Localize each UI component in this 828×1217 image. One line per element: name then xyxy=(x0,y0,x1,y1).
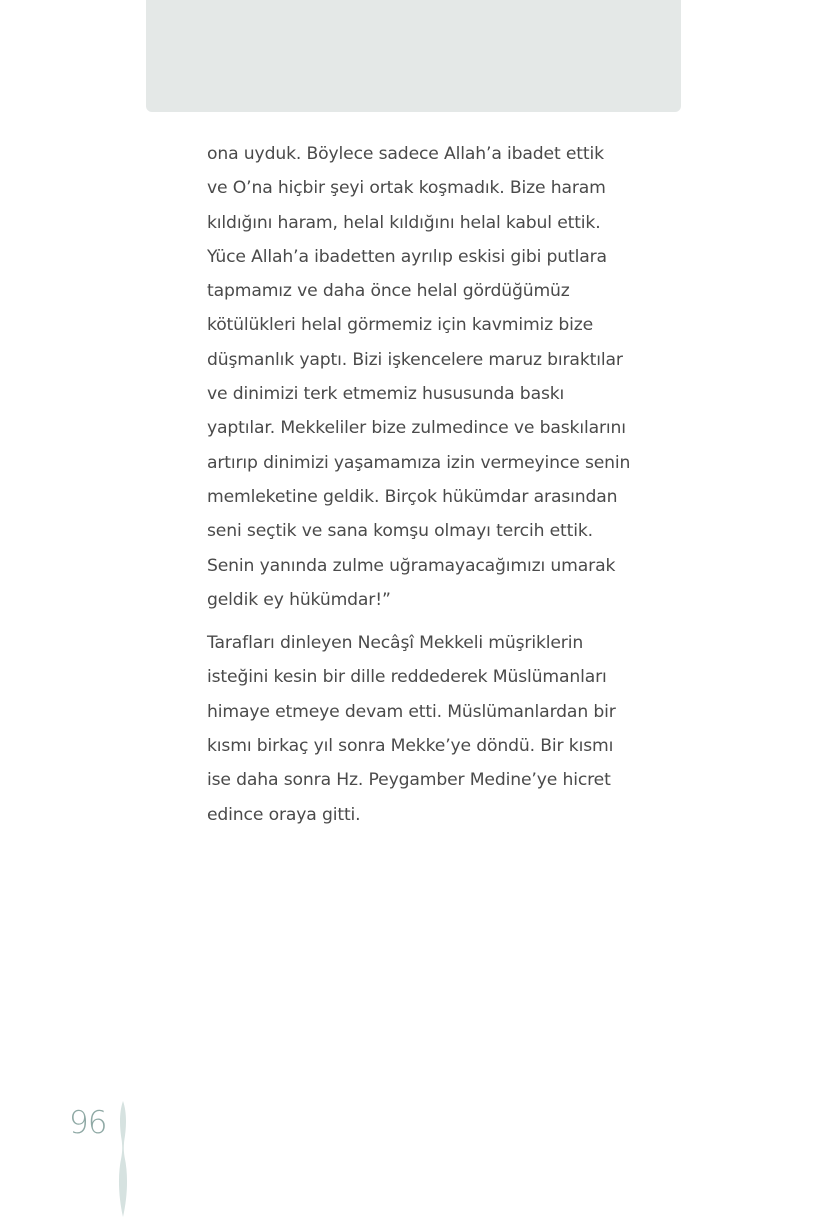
text-line: kıldığını haram, helal kıldığını helal kabul ettik. xyxy=(207,212,601,233)
text-line: geldik ey hükümdar!” xyxy=(207,589,391,610)
text-line: ve dinimizi terk etmemiz hususunda baskı xyxy=(207,384,565,405)
text-line: Yüce Allah’a ibadetten ayrılıp eskisi gibi putlara xyxy=(207,246,607,267)
paragraph-1 xyxy=(207,137,647,617)
body-text xyxy=(207,137,647,832)
text-line: ve O’na hiçbir şeyi ortak koşmadık. Bize haram xyxy=(207,178,606,199)
text-line: ona uyduk. Böylece sadece Allah’a ibadet ettik xyxy=(207,144,604,164)
leaf-divider-icon xyxy=(116,1101,130,1217)
text-line: himaye etmeye devam etti. Müslümanlardan bir xyxy=(207,701,616,722)
text-line: Tarafları dinleyen Necâşî Mekkeli müşriklerin xyxy=(207,633,584,654)
text-line: edince oraya gitti. xyxy=(207,804,361,825)
text-line: artırıp dinimizi yaşamamıza izin vermeyince senin xyxy=(207,452,631,473)
text-line: kısmı birkaç yıl sonra Mekke’ye döndü. Bir kısmı xyxy=(207,736,614,757)
text-line: ise daha sonra Hz. Peygamber Medine’ye hicret xyxy=(207,770,611,791)
text-line: yaptılar. Mekkeliler bize zulmedince ve baskılarını xyxy=(207,418,626,439)
text-line: isteğini kesin bir dille reddederek Müslümanları xyxy=(207,667,607,688)
page-number: 96 xyxy=(69,1105,107,1141)
text-line: Senin yanında zulme uğramayacağımızı umarak xyxy=(207,555,616,576)
text-line: kötülükleri helal görmemiz için kavmimiz bize xyxy=(207,315,594,336)
paragraph-2 xyxy=(207,626,647,832)
text-line: memleketine geldik. Birçok hükümdar arasından xyxy=(207,486,618,507)
text-line: tapmamız ve daha önce helal gördüğümüz xyxy=(207,281,570,302)
header-banner xyxy=(146,0,681,112)
text-line: seni seçtik ve sana komşu olmayı tercih ettik. xyxy=(207,521,593,542)
text-line: düşmanlık yaptı. Bizi işkencelere maruz bıraktılar xyxy=(207,349,623,370)
